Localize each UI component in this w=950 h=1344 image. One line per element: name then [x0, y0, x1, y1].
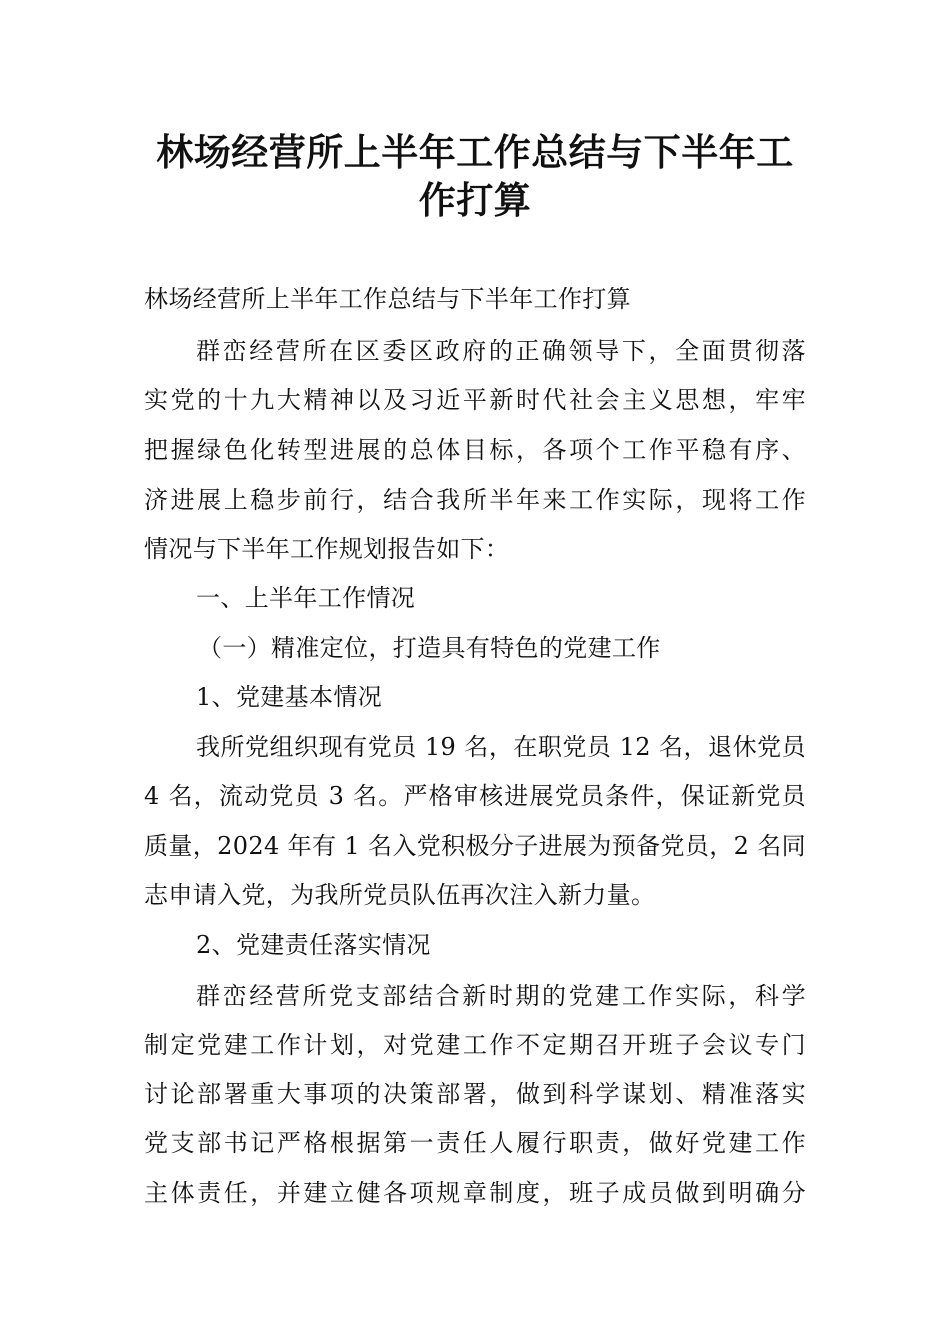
subsection-heading: （一）精准定位，打造具有特色的党建工作 [198, 634, 661, 662]
item-1-line: 志申请入党，为我所党员队伍再次注入新力量。 [144, 881, 656, 909]
intro-line: 实党的十九大精神以及习近平新时代社会主义思想，牢牢 [144, 386, 806, 414]
item-1-line: 4 名，流动党员 3 名。严格审核进展党员条件，保证新党员 [144, 782, 806, 810]
intro-line: 情况与下半年工作规划报告如下： [144, 535, 510, 563]
item-1-line: 我所党组织现有党员 19 名，在职党员 12 名，退休党员 [196, 733, 806, 761]
item-2-line: 制定党建工作计划，对党建工作不定期召开班子会议专门 [144, 1031, 806, 1059]
document-subtitle: 林场经营所上半年工作总结与下半年工作打算 [144, 285, 631, 313]
item-heading: 2、党建责任落实情况 [196, 931, 431, 959]
section-heading: 一、上半年工作情况 [196, 584, 416, 612]
document-title-line-2: 作打算 [418, 179, 532, 222]
document-title-line-1: 林场经营所上半年工作总结与下半年工 [156, 131, 794, 174]
item-heading: 1、党建基本情况 [196, 683, 383, 711]
item-1-line: 质量，2024 年有 1 名入党积极分子进展为预备党员，2 名同 [144, 832, 806, 860]
item-2-line: 主体责任，并建立健各项规章制度，班子成员做到明确分 [144, 1179, 806, 1207]
item-2-line: 党支部书记严格根据第一责任人履行职责，做好党建工作 [144, 1129, 806, 1157]
item-2-line: 群峦经营所党支部结合新时期的党建工作实际，科学 [196, 982, 806, 1010]
intro-line: 把握绿色化转型进展的总体目标，各项个工作平稳有序、 [144, 436, 806, 464]
item-2-line: 讨论部署重大事项的决策部署，做到科学谋划、精准落实 [144, 1080, 806, 1108]
intro-line: 济进展上稳步前行，结合我所半年来工作实际，现将工作 [144, 486, 806, 514]
intro-line: 群峦经营所在区委区政府的正确领导下，全面贯彻落 [196, 337, 806, 365]
